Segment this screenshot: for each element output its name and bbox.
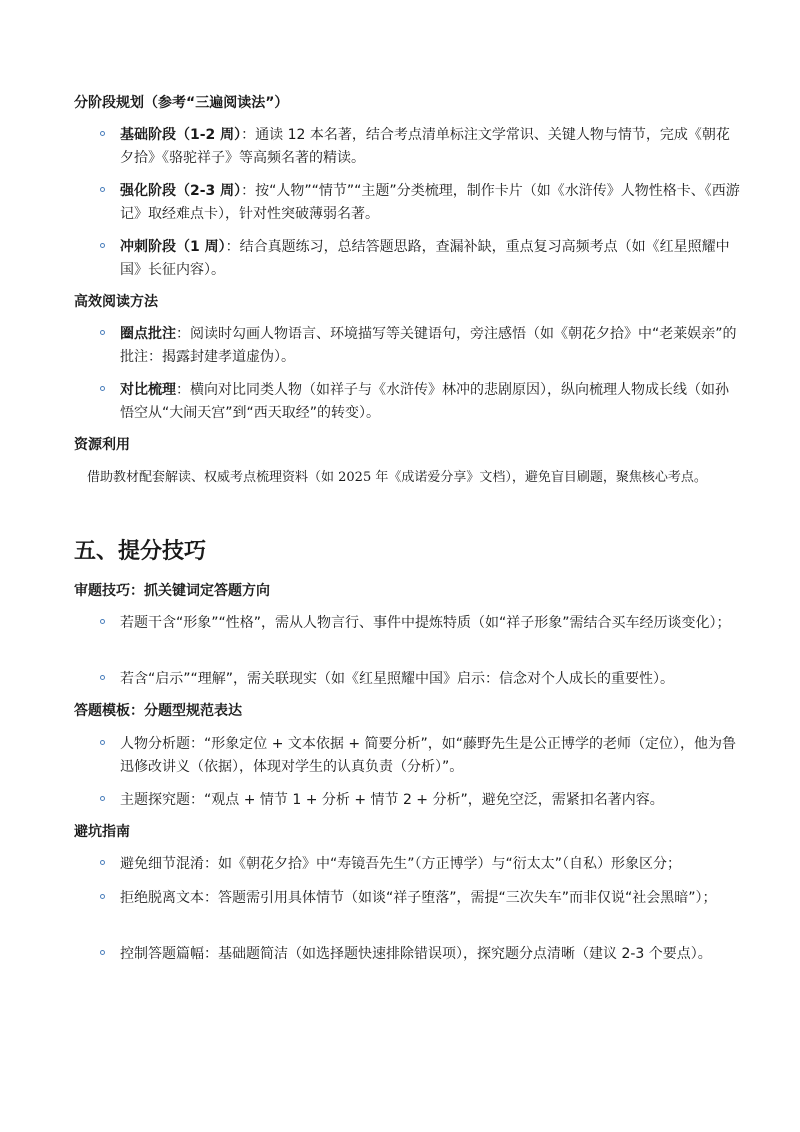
chapter-title: 五、提分技巧 <box>74 539 207 564</box>
bullet-icon <box>100 740 105 745</box>
list-item <box>100 124 740 170</box>
heading-resources: 资源利用 <box>74 437 130 453</box>
bullet-icon <box>100 950 105 955</box>
heading-reading-methods: 高效阅读方法 <box>74 294 158 310</box>
list-item <box>100 887 740 910</box>
bullet-icon <box>100 330 105 335</box>
bullet-icon <box>100 675 105 680</box>
list-item <box>100 379 740 425</box>
list-item-text: 主题探究题：“观点 + 情节 1 + 分析 + 情节 2 + 分析”，避免空泛，需紧扣名著内容。 <box>120 792 664 808</box>
bullet-icon <box>100 187 105 192</box>
list-item <box>100 789 740 812</box>
heading-question-reading: 审题技巧：抓关键词定答题方向 <box>74 583 270 599</box>
list-item-text: 冲刺阶段（1 周）：结合真题练习，总结答题思路，查漏补缺，重点复习高频考点（如《红星照耀中国》长征内容）。 <box>120 239 730 278</box>
list-item-text: 避免细节混淆：如《朝花夕拾》中“寿镜吾先生”（方正博学）与“衍太太”（自私）形象区分； <box>120 856 682 872</box>
list-item-text: 若含“启示”“理解”，需关联现实（如《红星照耀中国》启示：信念对个人成长的重要性）。 <box>120 671 675 687</box>
list-item <box>100 943 740 966</box>
bullet-icon <box>100 860 105 865</box>
resources-note: 借助教材配套解读、权威考点梳理资料（如 2025 年《成诺爱分享》文档），避免盲目刷题，聚焦核心考点。 <box>87 470 707 485</box>
bullet-icon <box>100 619 105 624</box>
list-item-text: 强化阶段（2-3 周）：按“人物”“情节”“主题”分类梳理，制作卡片（如《水浒传》人物性格卡、《西游记》取经难点卡），针对性突破薄弱名著。 <box>120 183 740 222</box>
list-item-text: 基础阶段（1-2 周）：通读 12 本名著，结合考点清单标注文学常识、关键人物与情节，完成《朝花夕拾》《骆驼祥子》等高频名著的精读。 <box>120 127 730 166</box>
list-item <box>100 323 740 369</box>
list-item-text: 对比梳理：横向对比同类人物（如祥子与《水浒传》林冲的悲剧原因），纵向梳理人物成长线（如孙悟空从“大闹天宫”到“西天取经”的转变）。 <box>120 382 729 421</box>
heading-answer-template: 答题模板：分题型规范表达 <box>74 703 242 719</box>
list-item <box>100 853 740 876</box>
list-item <box>100 236 740 282</box>
list-item-text: 若题干含“形象”“性格”，需从人物言行、事件中提炼特质（如“祥子形象”需结合买车经历谈变化）； <box>120 615 731 631</box>
bullet-icon <box>100 894 105 899</box>
list-item-text: 圈点批注：阅读时勾画人物语言、环境描写等关键语句，旁注感悟（如《朝花夕拾》中“老莱娱亲”的批注：揭露封建孝道虚伪）。 <box>120 326 737 365</box>
bullet-icon <box>100 386 105 391</box>
list-item-text: 控制答题篇幅：基础题简洁（如选择题快速排除错误项），探究题分点清晰（建议 2-3 个要点）。 <box>120 946 712 962</box>
list-item-text: 拒绝脱离文本：答题需引用具体情节（如谈“祥子堕落”，需提“三次失车”而非仅说“社会黑暗”）； <box>120 890 717 906</box>
list-item <box>100 668 740 691</box>
list-item-text: 人物分析题：“形象定位 + 文本依据 + 简要分析”，如“藤野先生是公正博学的老师（定位），他为鲁迅修改讲义（依据），体现对学生的认真负责（分析）”。 <box>120 736 737 775</box>
bullet-icon <box>100 243 105 248</box>
list-item <box>100 612 740 635</box>
bullet-icon <box>100 131 105 136</box>
heading-phase-plan: 分阶段规划（参考“三遍阅读法”） <box>74 95 289 111</box>
list-item <box>100 733 740 779</box>
list-item <box>100 180 740 226</box>
bullet-icon <box>100 796 105 801</box>
heading-pitfalls: 避坑指南 <box>74 824 130 840</box>
